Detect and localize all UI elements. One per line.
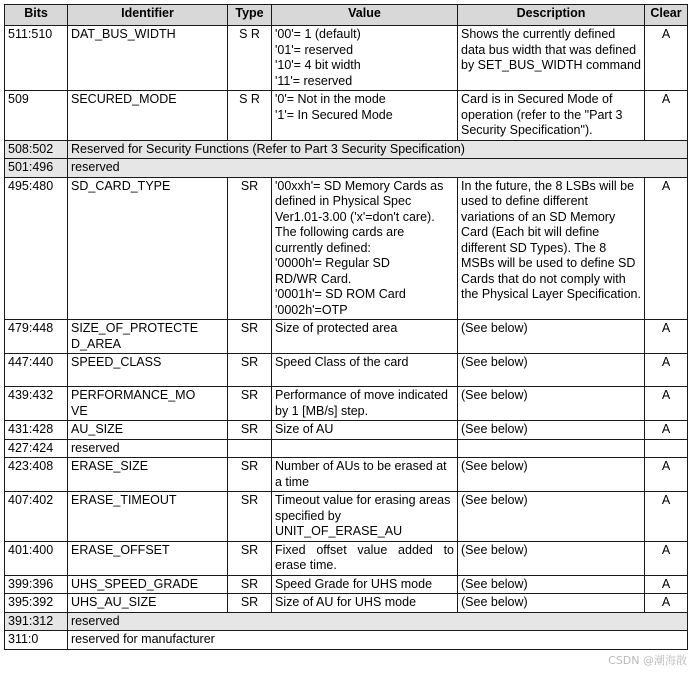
cell-value: Timeout value for erasing areas specified by UNIT_OF_ERASE_AU (272, 492, 458, 542)
cell-clear: A (645, 387, 688, 421)
cell-description: Shows the currently defined data bus width that was defined by SET_BUS_WIDTH command (458, 26, 645, 91)
cell-value: Number of AUs to be erased at a time (272, 458, 458, 492)
cell-identifier: ERASE_OFFSET (68, 541, 228, 575)
table-row (5, 612, 688, 631)
cell-description: (See below) (458, 594, 645, 613)
cell-identifier: SPEED_CLASS (68, 354, 228, 387)
cell-identifier: AU_SIZE (68, 421, 228, 440)
table-row (5, 177, 688, 320)
cell-span-text: reserved (68, 159, 688, 178)
table-row (5, 421, 688, 440)
cell-description: Card is in Secured Mode of operation (refer to the "Part 3 Security Specification"). (458, 91, 645, 141)
cell-clear: A (645, 91, 688, 141)
cell-bits: 431:428 (5, 421, 68, 440)
table-row (5, 575, 688, 594)
cell-type (228, 439, 272, 458)
header-type: Type (228, 5, 272, 26)
cell-identifier: ERASE_TIMEOUT (68, 492, 228, 542)
cell-span-text: Reserved for Security Functions (Refer to Part 3 Security Specification) (68, 140, 688, 159)
cell-identifier: PERFORMANCE_MO VE (68, 387, 228, 421)
cell-clear (645, 439, 688, 458)
cell-clear: A (645, 354, 688, 387)
watermark-text: CSDN @潮海散 (608, 654, 687, 667)
cell-value: Performance of move indicated by 1 [MB/s] step. (272, 387, 458, 421)
cell-bits: 479:448 (5, 320, 68, 354)
cell-value: '0'= Not in the mode '1'= In Secured Mode (272, 91, 458, 141)
cell-type: SR (228, 594, 272, 613)
cell-clear: A (645, 421, 688, 440)
table-row (5, 439, 688, 458)
cell-bits: 401:400 (5, 541, 68, 575)
cell-bits: 495:480 (5, 177, 68, 320)
cell-identifier: UHS_SPEED_GRADE (68, 575, 228, 594)
header-value: Value (272, 5, 458, 26)
sd-status-register-table (4, 4, 688, 650)
table-row (5, 594, 688, 613)
cell-bits: 311:0 (5, 631, 68, 650)
cell-type: SR (228, 387, 272, 421)
cell-bits: 399:396 (5, 575, 68, 594)
cell-clear: A (645, 177, 688, 320)
cell-description: (See below) (458, 458, 645, 492)
header-identifier: Identifier (68, 5, 228, 26)
cell-clear: A (645, 458, 688, 492)
cell-bits: 447:440 (5, 354, 68, 387)
table-row (5, 140, 688, 159)
table-row (5, 354, 688, 387)
cell-clear: A (645, 320, 688, 354)
cell-type: SR (228, 354, 272, 387)
cell-type: SR (228, 575, 272, 594)
cell-bits: 395:392 (5, 594, 68, 613)
cell-type: SR (228, 421, 272, 440)
table-row (5, 320, 688, 354)
cell-value: Size of protected area (272, 320, 458, 354)
cell-bits: 391:312 (5, 612, 68, 631)
cell-value: Speed Grade for UHS mode (272, 575, 458, 594)
table-header-row (5, 5, 688, 26)
cell-description: (See below) (458, 541, 645, 575)
cell-clear: A (645, 594, 688, 613)
cell-type: SR (228, 320, 272, 354)
cell-clear: A (645, 492, 688, 542)
cell-description (458, 439, 645, 458)
cell-value (272, 439, 458, 458)
cell-value: '00xxh'= SD Memory Cards as defined in Physical Spec Ver1.01-3.00 ('x'=don't care). The following cards are currently defined: '0000h'= Regular SD RD/WR Card. '0001h'= SD ROM Card '0002h'=OTP (272, 177, 458, 320)
table-row (5, 26, 688, 91)
cell-bits: 501:496 (5, 159, 68, 178)
cell-value: '00'= 1 (default) '01'= reserved '10'= 4 bit width '11'= reserved (272, 26, 458, 91)
cell-identifier: SD_CARD_TYPE (68, 177, 228, 320)
cell-description: (See below) (458, 492, 645, 542)
table-row (5, 541, 688, 575)
header-description: Description (458, 5, 645, 26)
cell-type: SR (228, 541, 272, 575)
cell-type: SR (228, 458, 272, 492)
cell-description: (See below) (458, 320, 645, 354)
cell-bits: 427:424 (5, 439, 68, 458)
cell-bits: 407:402 (5, 492, 68, 542)
cell-identifier: DAT_BUS_WIDTH (68, 26, 228, 91)
cell-description: (See below) (458, 354, 645, 387)
table-row (5, 458, 688, 492)
cell-type: SR (228, 177, 272, 320)
cell-bits: 508:502 (5, 140, 68, 159)
table-row (5, 91, 688, 141)
cell-bits: 511:510 (5, 26, 68, 91)
cell-description: (See below) (458, 575, 645, 594)
cell-description: In the future, the 8 LSBs will be used to define different variations of an SD Memory Card (Each bit will define different SD Types). The 8 MSBs will be used to define SD Cards that do not comply with the Physical Layer Specification. (458, 177, 645, 320)
cell-type: S R (228, 26, 272, 91)
cell-value: Size of AU for UHS mode (272, 594, 458, 613)
header-clear: Clear (645, 5, 688, 26)
cell-identifier: ERASE_SIZE (68, 458, 228, 492)
header-bits: Bits (5, 5, 68, 26)
cell-type: SR (228, 492, 272, 542)
cell-span-text: reserved (68, 612, 688, 631)
table-row (5, 387, 688, 421)
cell-identifier: UHS_AU_SIZE (68, 594, 228, 613)
cell-bits: 509 (5, 91, 68, 141)
cell-span-text: reserved for manufacturer (68, 631, 688, 650)
cell-bits: 423:408 (5, 458, 68, 492)
cell-type: S R (228, 91, 272, 141)
table-row (5, 631, 688, 650)
cell-identifier: SIZE_OF_PROTECTE D_AREA (68, 320, 228, 354)
cell-bits: 439:432 (5, 387, 68, 421)
cell-value: Size of AU (272, 421, 458, 440)
cell-description: (See below) (458, 421, 645, 440)
cell-identifier: SECURED_MODE (68, 91, 228, 141)
cell-description: (See below) (458, 387, 645, 421)
cell-clear: A (645, 541, 688, 575)
cell-value: Fixed offset value added to erase time. (272, 541, 458, 575)
cell-identifier: reserved (68, 439, 228, 458)
cell-clear: A (645, 26, 688, 91)
table-row (5, 159, 688, 178)
cell-clear: A (645, 575, 688, 594)
cell-value: Speed Class of the card (272, 354, 458, 387)
table-row (5, 492, 688, 542)
